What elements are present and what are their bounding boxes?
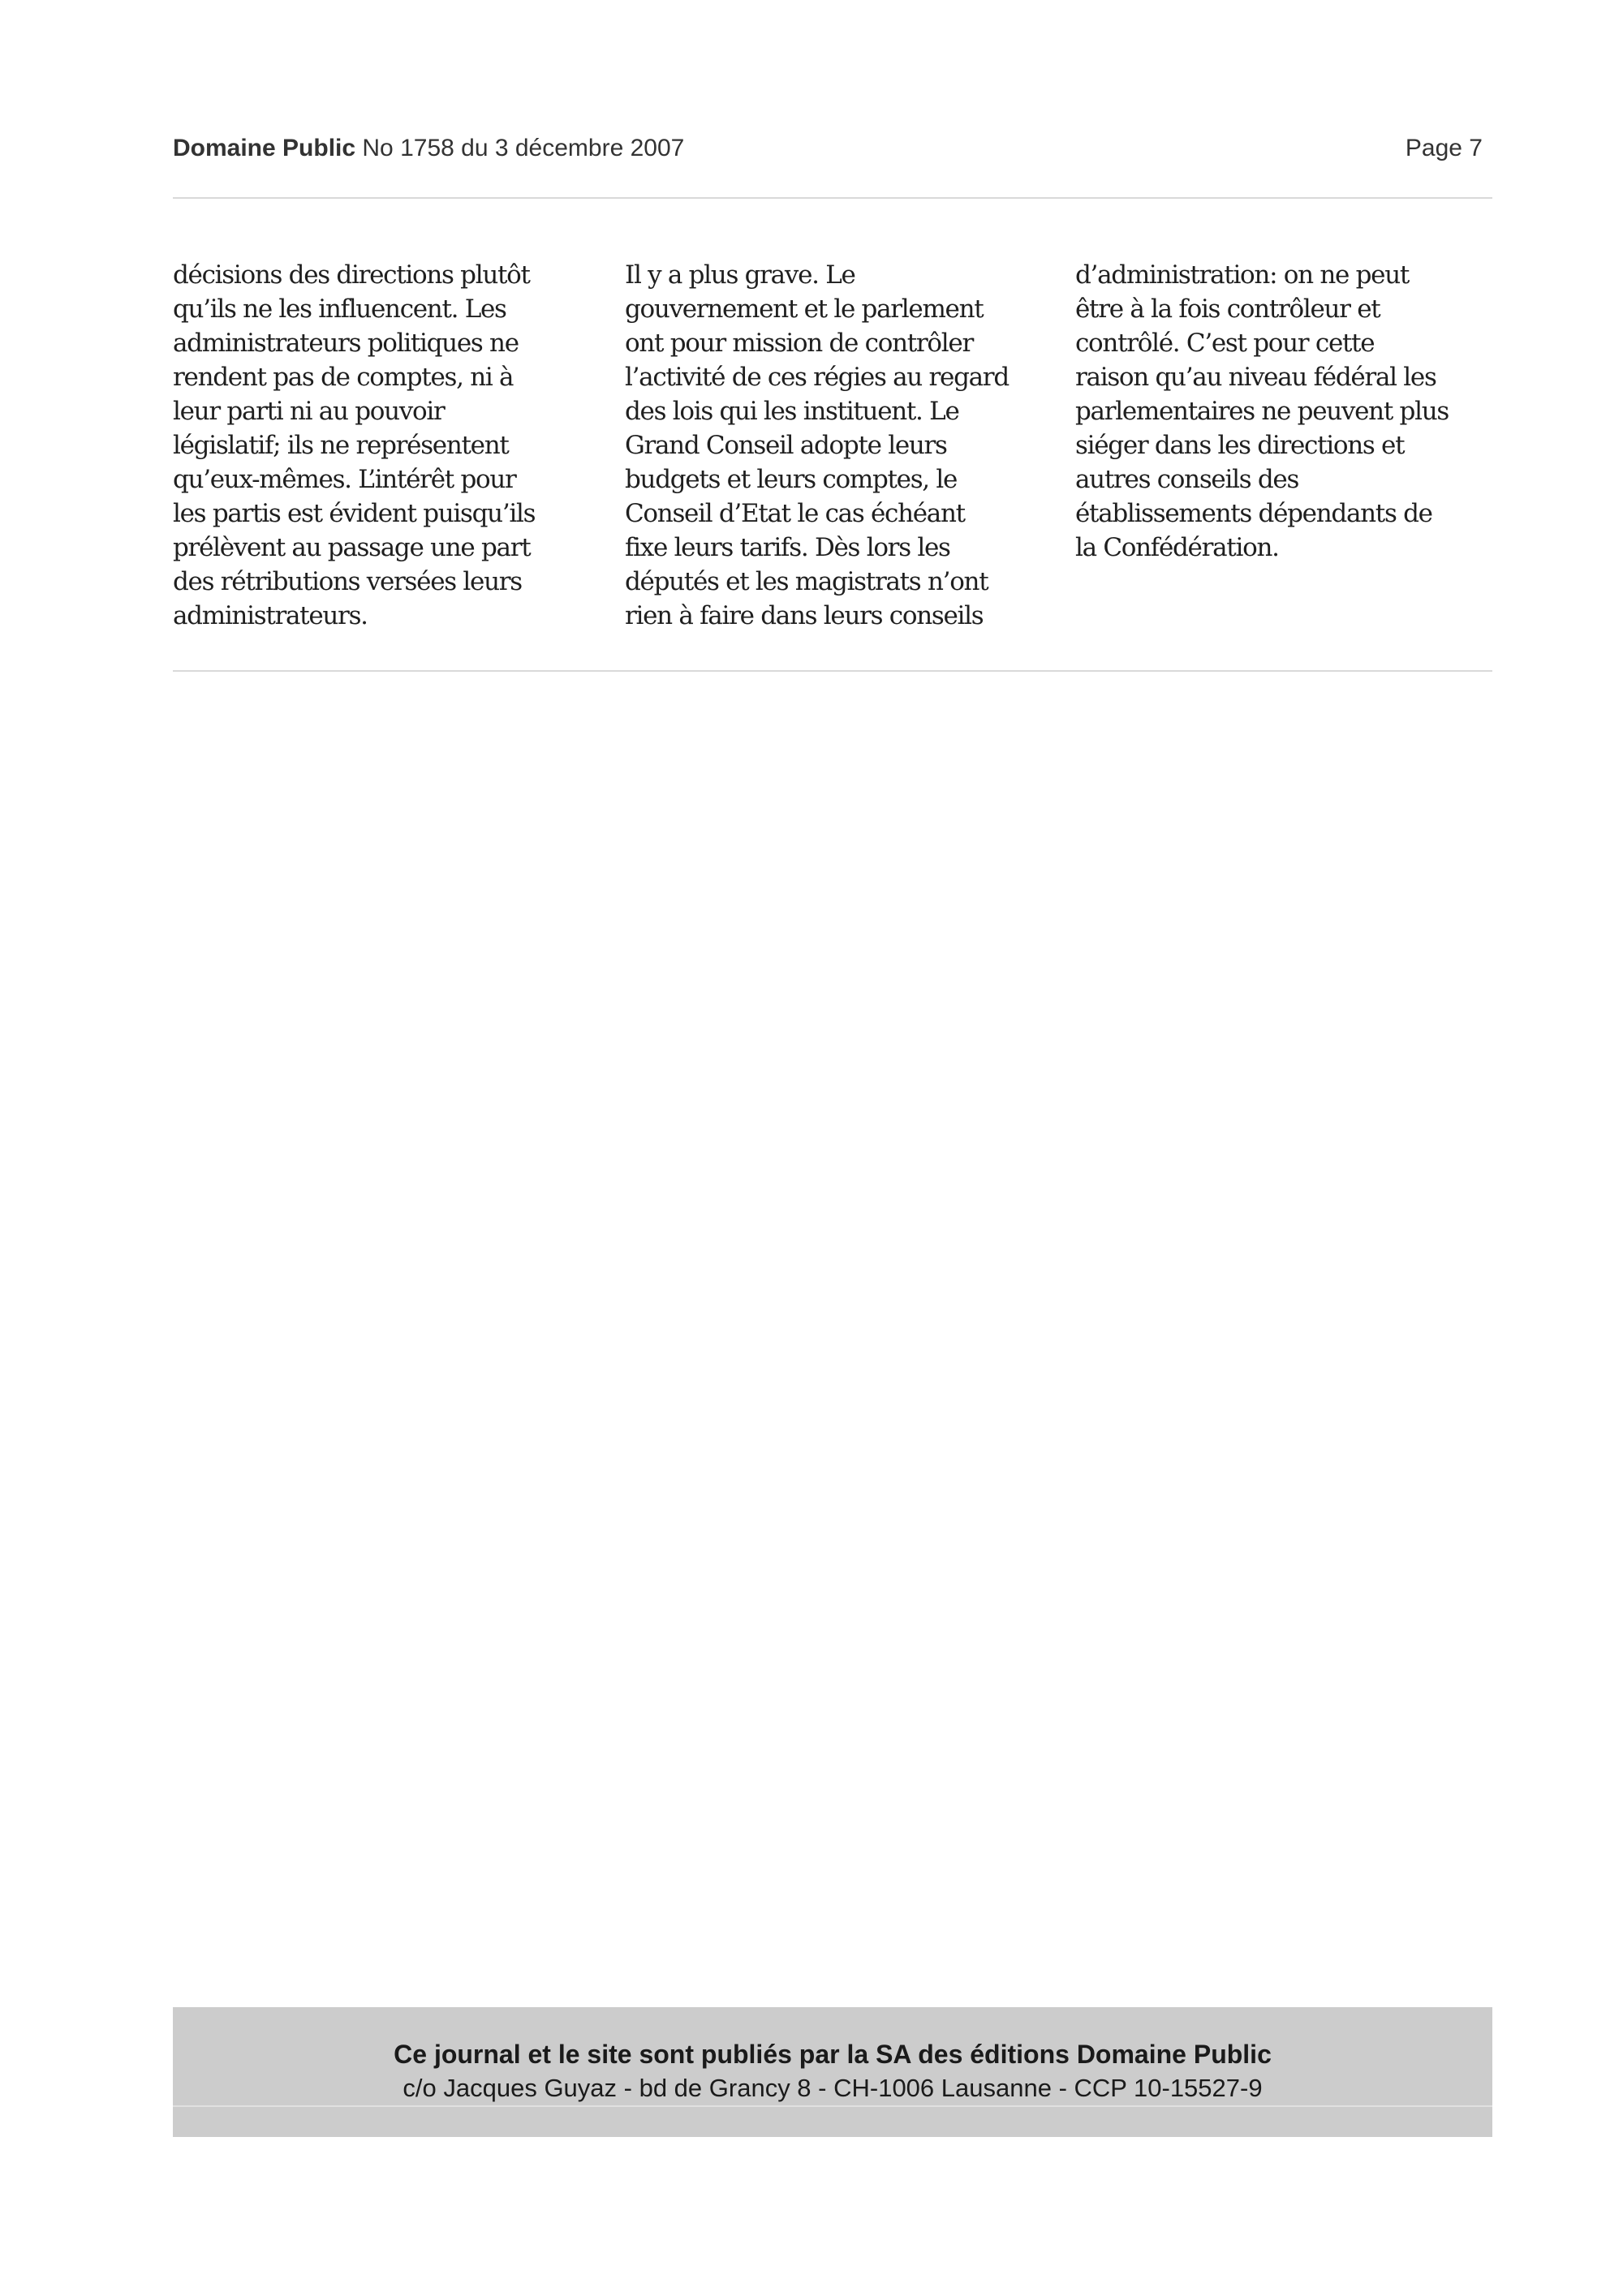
text-line: être à la fois contrôleur et bbox=[1075, 295, 1380, 324]
text-line: gouvernement et le parlement bbox=[625, 295, 984, 324]
text-line: parlementaires ne peuvent plus bbox=[1075, 397, 1449, 426]
article-end-divider bbox=[173, 670, 1492, 672]
text-line: rendent pas de comptes, ni à bbox=[173, 363, 514, 392]
text-line: budgets et leurs comptes, le bbox=[625, 465, 958, 494]
text-line: rien à faire dans leurs conseils bbox=[625, 601, 984, 630]
text-line: autres conseils des bbox=[1075, 465, 1299, 494]
text-line: qu’eux-mêmes. L’intérêt pour bbox=[173, 465, 516, 494]
text-line: législatif; ils ne représentent bbox=[173, 431, 509, 460]
footer-divider bbox=[173, 2105, 1492, 2107]
text-line: d’administration: on ne peut bbox=[1075, 260, 1410, 290]
text-line: la Confédération. bbox=[1075, 533, 1279, 562]
text-line: siéger dans les directions et bbox=[1075, 431, 1405, 460]
text-line: députés et les magistrats n’ont bbox=[625, 567, 988, 596]
article-column-1 bbox=[173, 258, 595, 633]
text-line: les partis est évident puisqu’ils bbox=[173, 499, 536, 528]
text-line: décisions des directions plutôt bbox=[173, 260, 530, 290]
text-line: administrateurs politiques ne bbox=[173, 329, 519, 358]
page-header bbox=[173, 135, 1492, 167]
text-line: des rétributions versées leurs bbox=[173, 567, 522, 596]
text-line: raison qu’au niveau fédéral les bbox=[1075, 363, 1436, 392]
page-number: Page 7 bbox=[1405, 135, 1483, 161]
text-line: l’activité de ces régies au regard bbox=[625, 363, 1009, 392]
issue-info: No 1758 du 3 décembre 2007 bbox=[362, 135, 685, 161]
text-line: fixe leurs tarifs. Dès lors les bbox=[625, 533, 950, 562]
article-column-2 bbox=[625, 258, 1047, 633]
text-line: des lois qui les instituent. Le bbox=[625, 397, 959, 426]
article-column-3 bbox=[1075, 258, 1497, 565]
publisher-footer bbox=[173, 2007, 1492, 2137]
text-line: Grand Conseil adopte leurs bbox=[625, 431, 947, 460]
footer-address-line: c/o Jacques Guyaz - bd de Grancy 8 - CH-1006 Lausanne - CCP 10-15527-9 bbox=[403, 2074, 1263, 2102]
text-line: Il y a plus grave. Le bbox=[625, 260, 855, 290]
text-line: établissements dépendants de bbox=[1075, 499, 1432, 528]
footer-publisher-line: Ce journal et le site sont publiés par la SA des éditions Domaine Public bbox=[394, 2040, 1272, 2069]
publication-name: Domaine Public bbox=[173, 135, 356, 161]
text-line: leur parti ni au pouvoir bbox=[173, 397, 445, 426]
text-line: contrôlé. C’est pour cette bbox=[1075, 329, 1375, 358]
header-divider bbox=[173, 197, 1492, 199]
text-line: prélèvent au passage une part bbox=[173, 533, 531, 562]
publication-info bbox=[173, 135, 684, 162]
text-line: ont pour mission de contrôler bbox=[625, 329, 973, 358]
text-line: qu’ils ne les influencent. Les bbox=[173, 295, 506, 324]
text-line: administrateurs. bbox=[173, 601, 368, 630]
text-line: Conseil d’Etat le cas échéant bbox=[625, 499, 965, 528]
